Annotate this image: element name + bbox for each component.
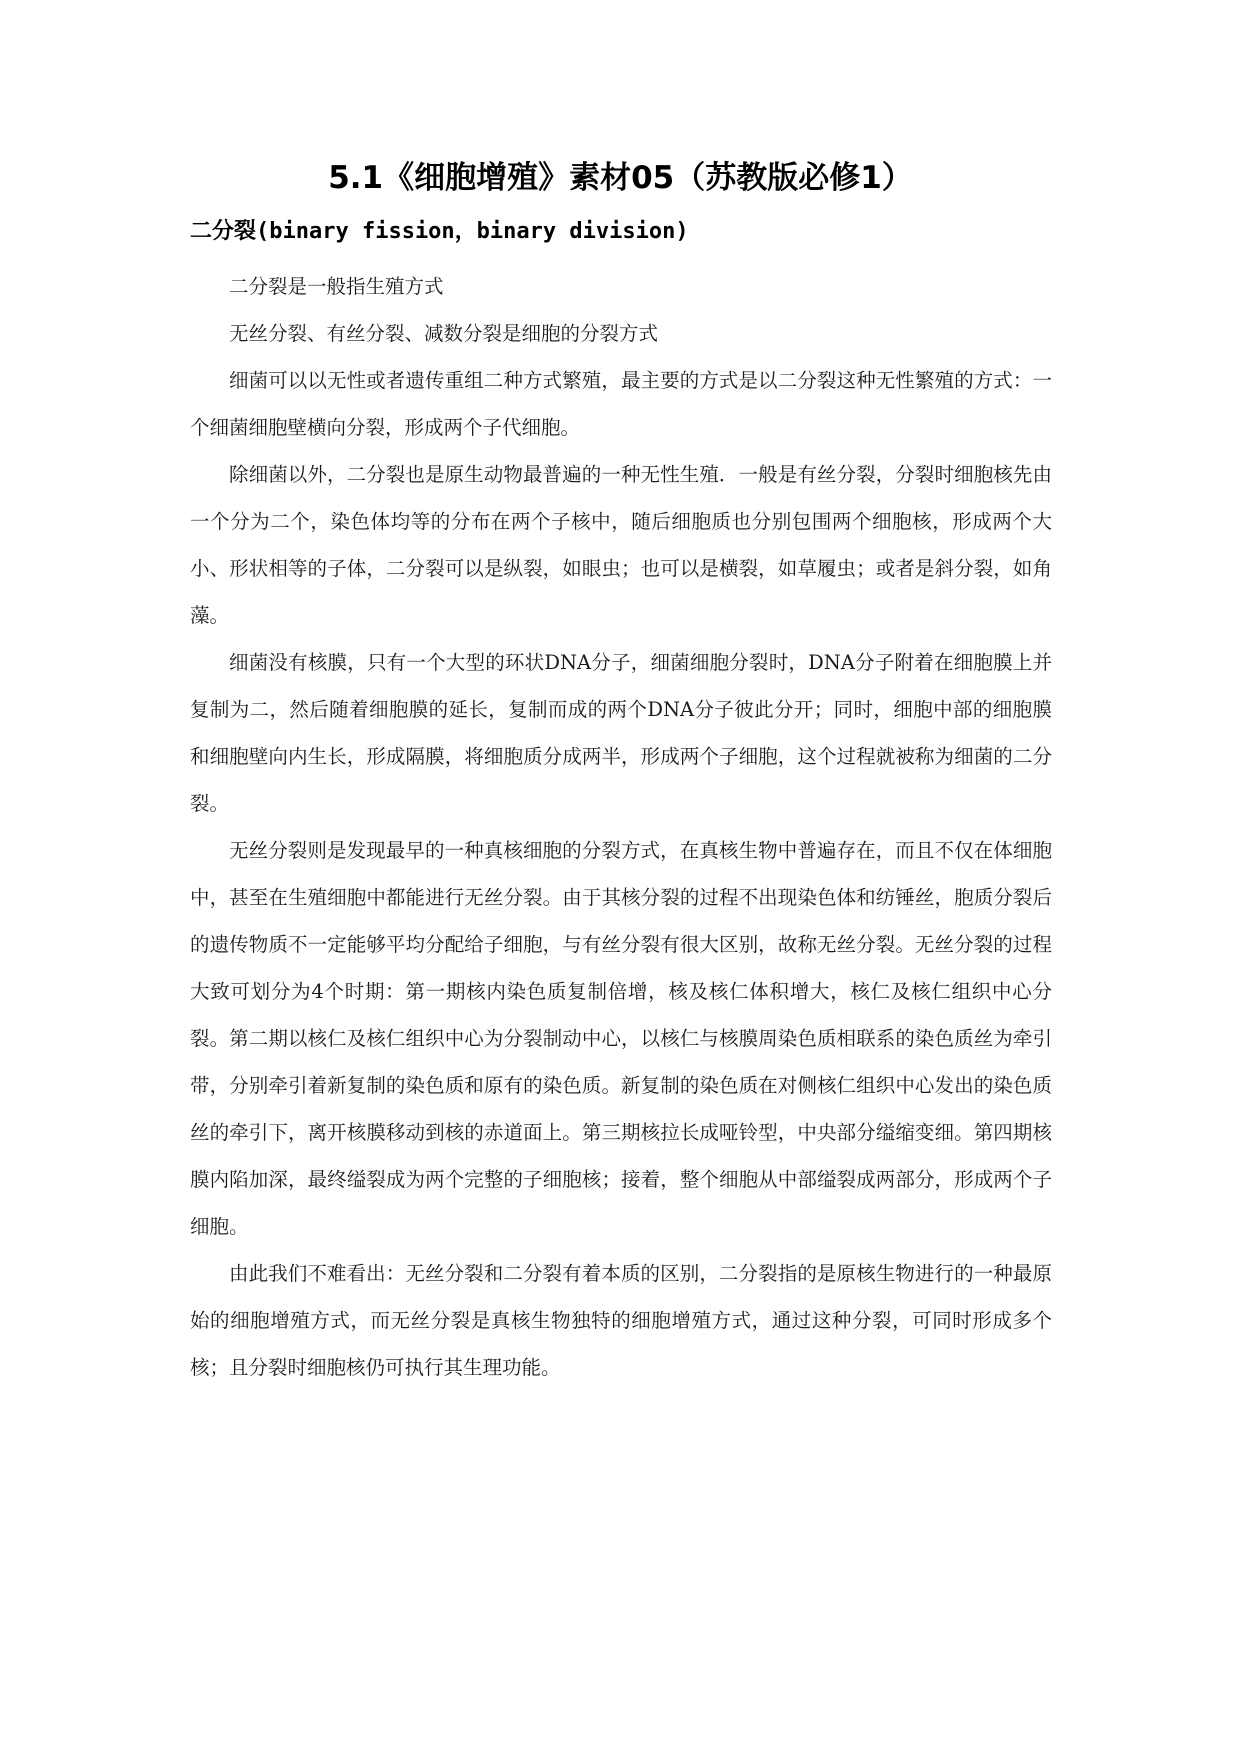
page-title: 5.1《细胞增殖》素材05（苏教版必修1） [328, 160, 913, 196]
paragraph: 细菌可以以无性或者遗传重组二种方式繁殖，最主要的方式是以二分裂这种无性繁殖的方式：一个细菌细胞壁横向分裂，形成两个子代细胞。 [190, 369, 1052, 439]
paragraph: 无丝分裂则是发现最早的一种真核细胞的分裂方式，在真核生物中普遍存在，而且不仅在体细胞中，甚至在生殖细胞中都能进行无丝分裂。由于其核分裂的过程不出现染色体和纺锤丝，胞质分裂后的遗传物质不一定能够平均分配给子细胞，与有丝分裂有很大区别，故称无丝分裂。无丝分裂的过程大致可划分为4个时期：第一期核内染色质复制倍增，核及核仁体积增大，核仁及核仁组织中心分裂。第二期以核仁及核仁组织中心为分裂制动中心，以核仁与核膜周染色质相联系的染色质丝为牵引带，分别牵引着新复制的染色质和原有的染色质。新复制的染色质在对侧核仁组织中心发出的染色质丝的牵引下，离开核膜移动到核的赤道面上。第三期核拉长成哑铃型，中央部分缢缩变细。第四期核膜内陷加深，最终缢裂成为两个完整的子细胞核；接着，整个细胞从中部缢裂成两部分，形成两个子细胞。 [190, 839, 1052, 1238]
paragraph: 由此我们不难看出：无丝分裂和二分裂有着本质的区别，二分裂指的是原核生物进行的一种最原始的细胞增殖方式，而无丝分裂是真核生物独特的细胞增殖方式，通过这种分裂，可同时形成多个核；且分裂时细胞核仍可执行其生理功能。 [190, 1262, 1052, 1379]
paragraph: 二分裂是一般指生殖方式 [229, 275, 444, 298]
paragraph: 无丝分裂、有丝分裂、减数分裂是细胞的分裂方式 [229, 322, 659, 345]
paragraph: 除细菌以外，二分裂也是原生动物最普遍的一种无性生殖．一般是有丝分裂，分裂时细胞核先由一个分为二个，染色体均等的分布在两个子核中，随后细胞质也分别包围两个细胞核，形成两个大小、形状相等的子体，二分裂可以是纵裂，如眼虫；也可以是横裂，如草履虫；或者是斜分裂，如角藻。 [190, 463, 1052, 627]
section-heading: 二分裂(binary fission，binary division) [190, 219, 689, 244]
document-body [190, 263, 1052, 1391]
paragraph: 细菌没有核膜，只有一个大型的环状DNA分子，细菌细胞分裂时，DNA分子附着在细胞膜上并复制为二，然后随着细胞膜的延长，复制而成的两个DNA分子彼此分开；同时，细胞中部的细胞膜和细胞壁向内生长，形成隔膜，将细胞质分成两半，形成两个子细胞，这个过程就被称为细菌的二分裂。 [190, 651, 1052, 815]
